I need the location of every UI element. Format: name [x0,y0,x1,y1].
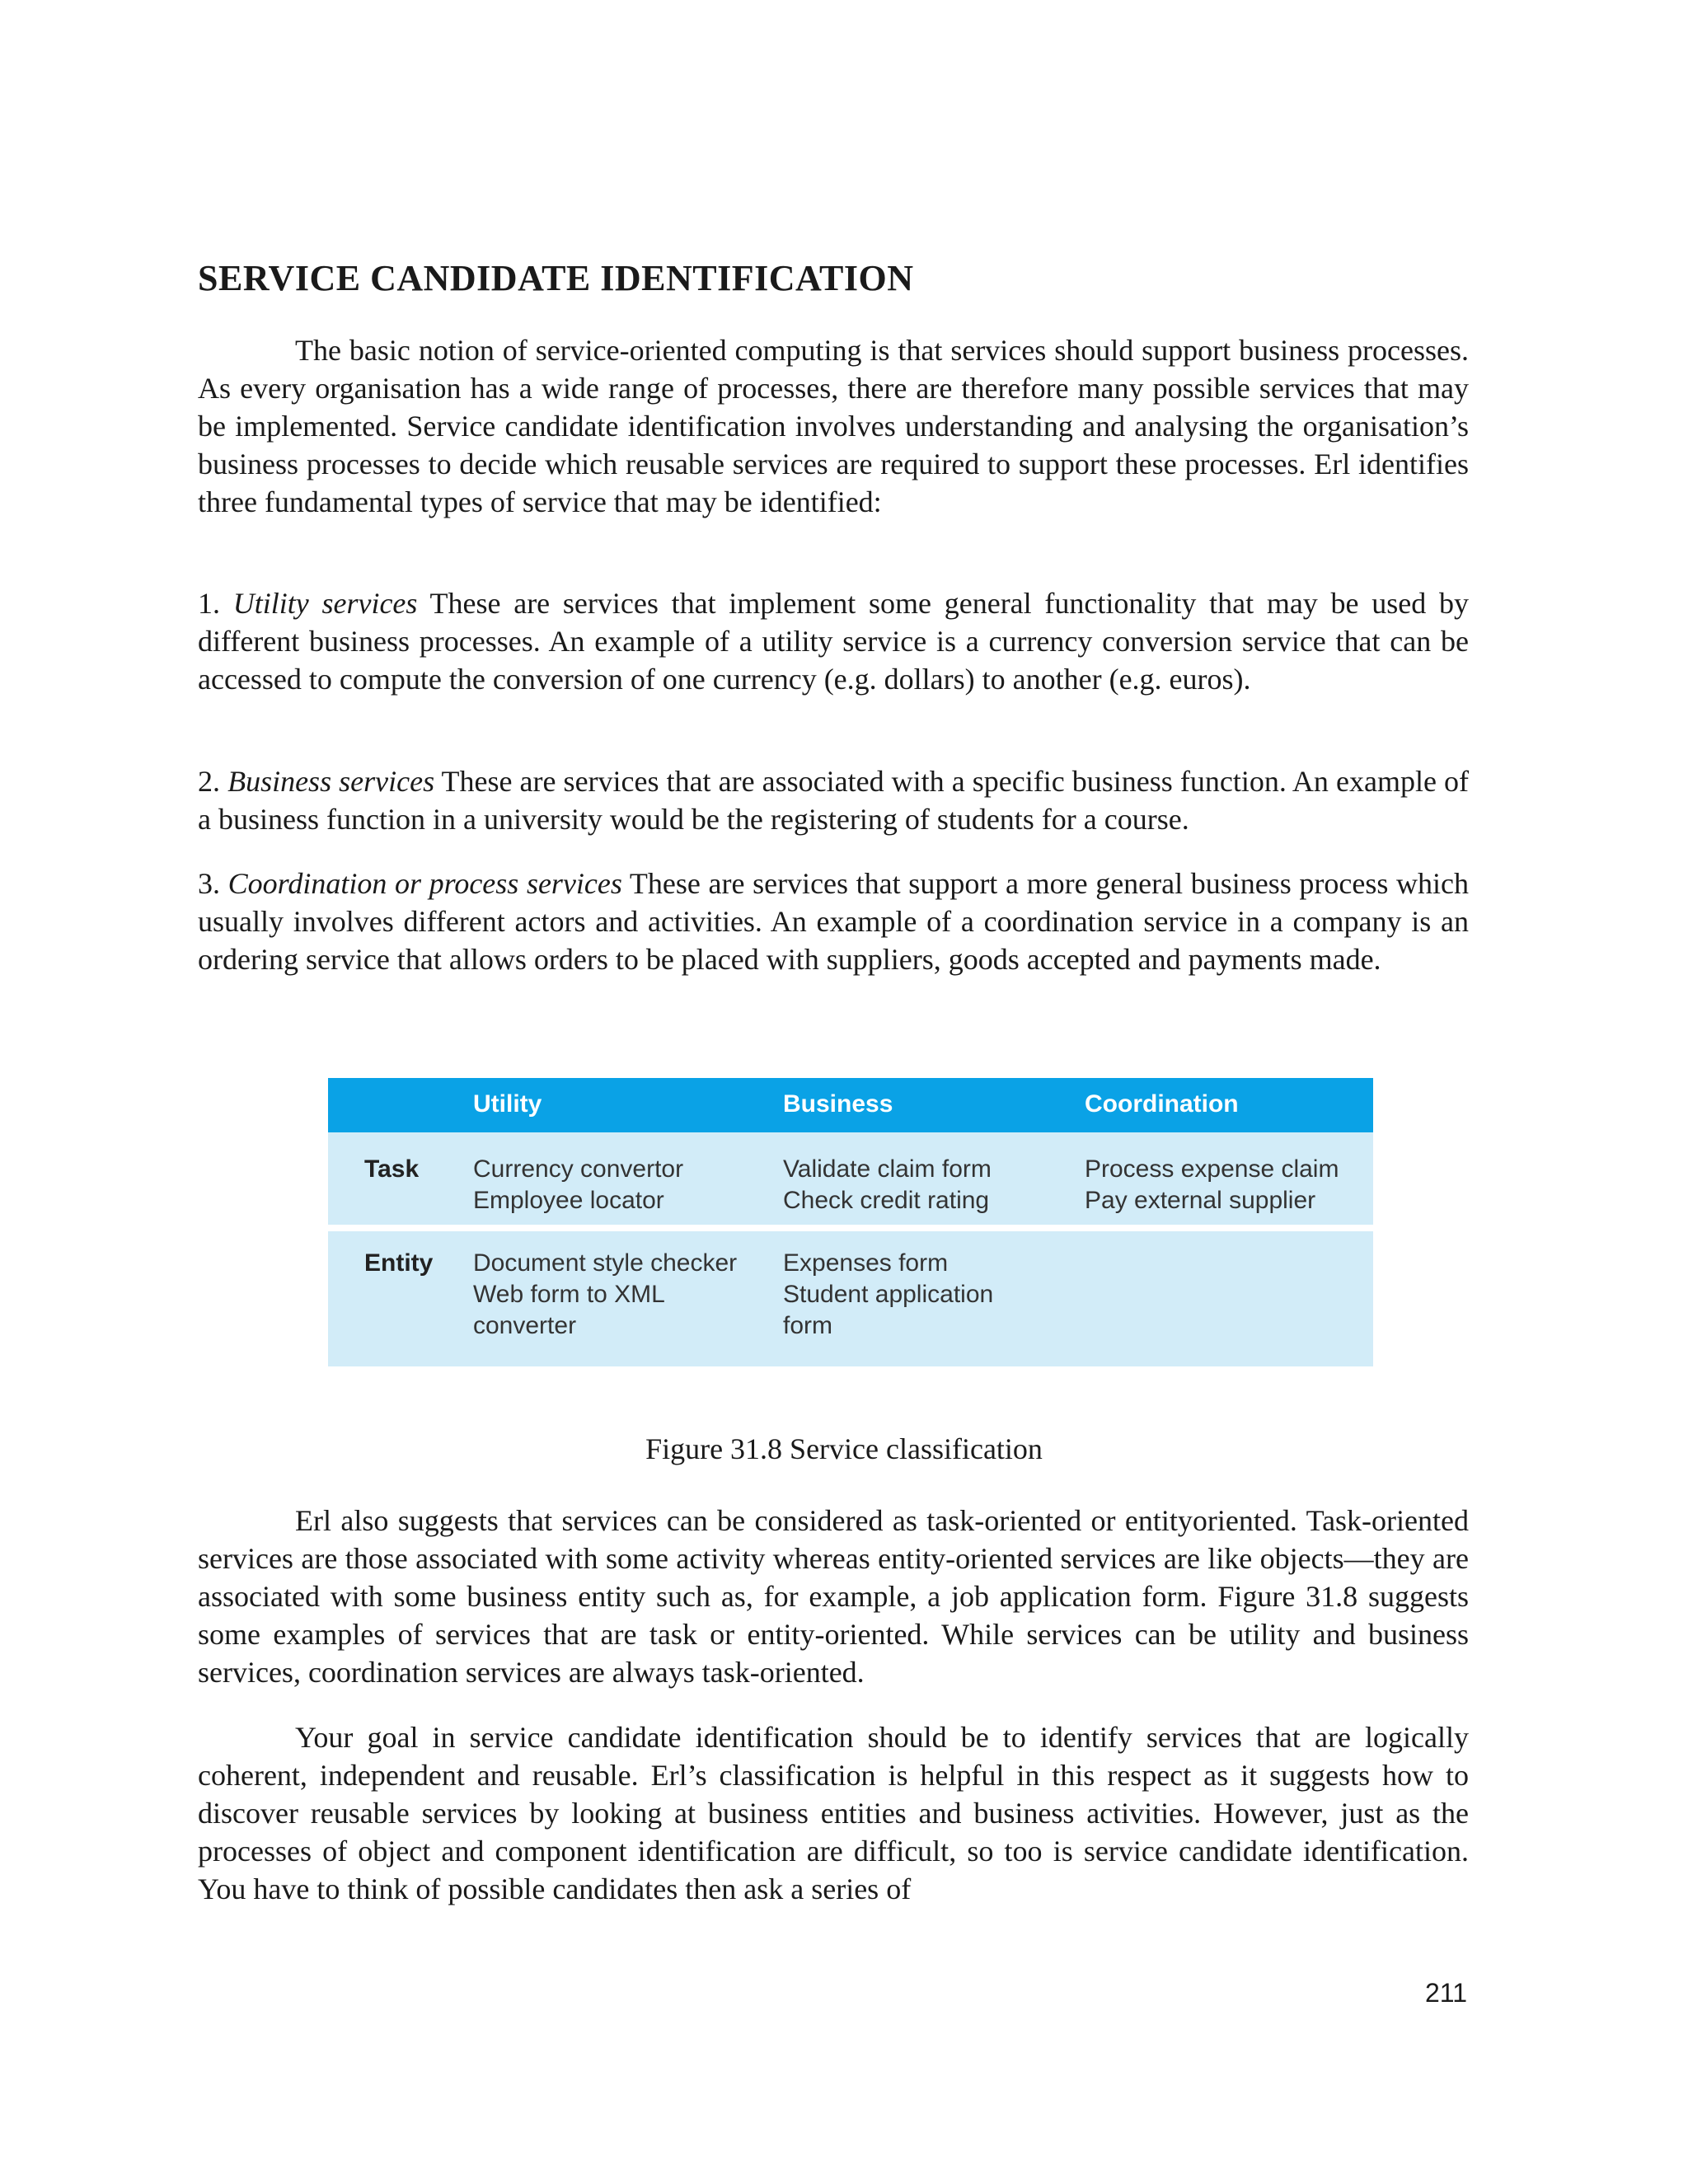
column-header-business: Business [783,1090,893,1118]
list-item-text: These are services that implement some general functionality that may be used by different business processes. An example of a utility service is a currency conversion service that can be accessed to compute the conversion of one currency (e.g. dollars) to another (e.g. euros). [198,587,1469,696]
row-label-task: Task [364,1155,420,1183]
paragraph-candidate-goal: Your goal in service candidate identification should be to identify services that are logically coherent, independent and reusable. Erl’s classification is helpful in this respect as it suggests how to discover reusable services by looking at business entities and business activities. However, just as the processes of object and component identification are difficult, so too is service candidate identification. You have to think of possible candidates then ask a series of [198,1721,1469,1905]
cell-task-coordination: Process expense claim Pay external supplier [1085,1155,1339,1214]
column-header-coordination: Coordination [1085,1090,1239,1118]
column-header-utility: Utility [473,1090,542,1118]
cell-entity-utility: Document style checker Web form to XML converter [473,1249,738,1339]
list-item-text: These are services that support a more general business process which usually involves different actors and activities. An example of a coordination service in a company is an ordering service that allows orders to be placed with suppliers, goods accepted and payments made. [198,867,1470,976]
list-item-utility [198,584,1469,698]
cell-entity-business: Expenses form Student application form [783,1249,994,1339]
list-item-text: These are services that are associated with a specific business function. An example of a business function in a university would be the registering of students for a course. [198,765,1469,836]
list-item-coordination [198,865,1469,978]
row-divider [328,1225,1373,1231]
list-item-term: Utility services [232,587,418,620]
service-classification-figure [328,1078,1373,1366]
paragraph-task-entity: Erl also suggests that services can be considered as task-oriented or entityoriented. Task-oriented services are those associated with some activity whereas entity-oriented services are like objects—they are associated with some business entity such as, for example, a job application form. Figure 31.8 suggests some examples of services that are task or entity-oriented. While services can be utility and business services, coordination services are always task-oriented. [198,1504,1469,1689]
list-item-number: 1. [198,587,220,620]
list-item-business [198,762,1469,838]
figure-caption: Figure 31.8 Service classification [645,1432,1043,1465]
intro-paragraph: The basic notion of service-oriented computing is that services should support business processes. As every organisation has a wide range of processes, there are therefore many possible services that may be implemented. Service candidate identification involves understanding and analysing the organisation’s business processes to decide which reusable services are required to support these processes. Erl identifies three fundamental types of service that may be identified: [198,334,1469,518]
figure-header-row [328,1078,1373,1132]
cell-task-business: Validate claim form Check credit rating [783,1155,992,1214]
section-title: SERVICE CANDIDATE IDENTIFICATION [198,258,914,298]
list-item-term: Coordination or process services [227,867,622,900]
list-item-number: 3. [198,867,220,900]
cell-task-utility: Currency convertor Employee locator [473,1155,684,1214]
list-item-term: Business services [227,765,435,798]
row-label-entity: Entity [364,1249,434,1277]
list-item-number: 2. [198,765,220,798]
page-number: 211 [1424,1978,1467,2008]
